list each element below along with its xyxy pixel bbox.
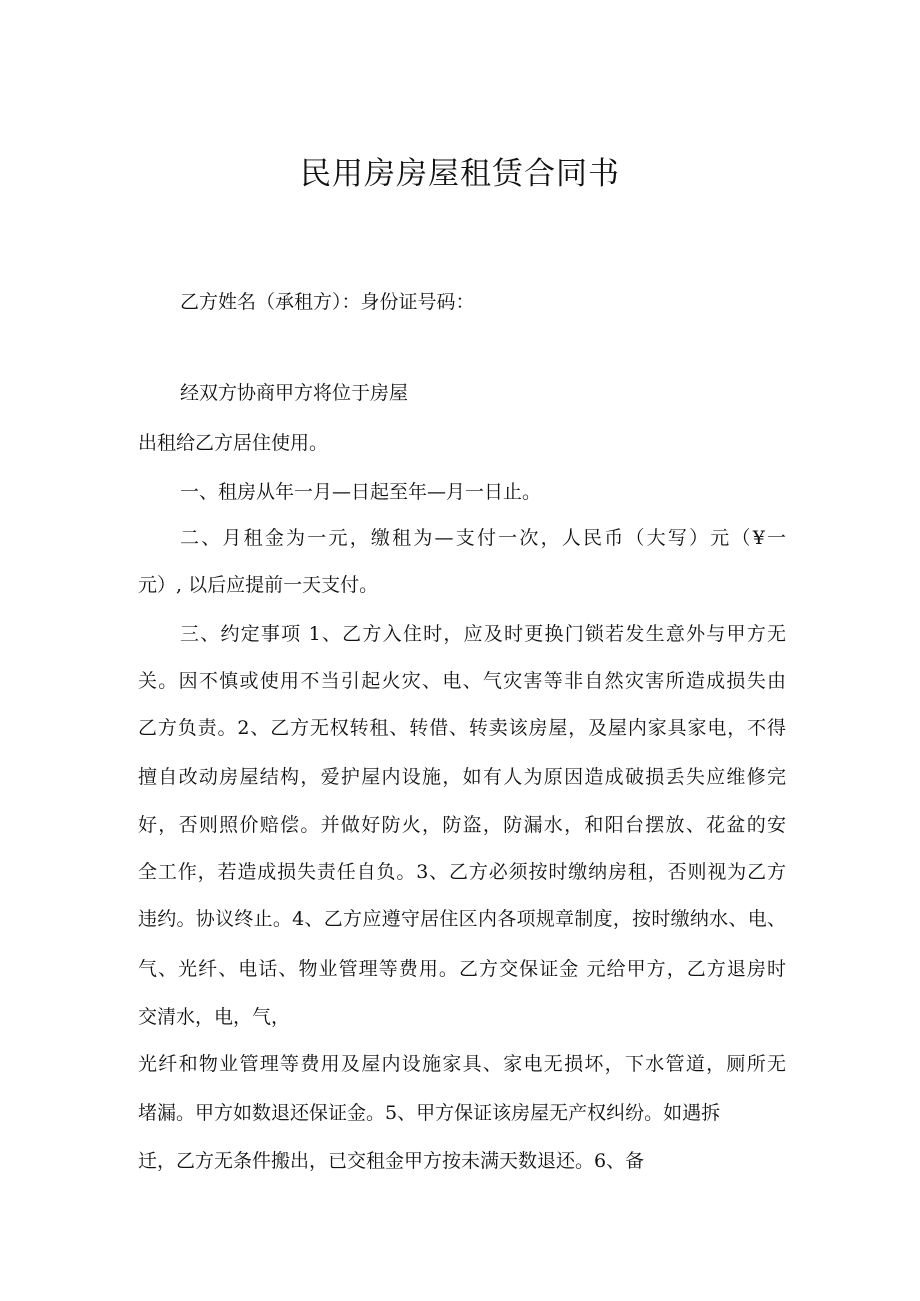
clause-2-line: 二、月租金为一元，缴租为—支付一次，人民币（大写）元（¥一	[180, 527, 786, 549]
clause-3-line: 违约。协议终止。4、乙方应遵守居住区内各项规章制度，按时缴纳水、电、	[138, 908, 786, 930]
document-title: 民用房房屋租赁合同书	[300, 156, 620, 192]
clause-3-line: 乙方负责。2、乙方无权转租、转借、转卖该房屋，及屋内家具家电，不得	[138, 717, 786, 739]
clause-3-line: 堵漏。甲方如数退还保证金。5、甲方保证该房屋无产权纠纷。如遇拆	[138, 1102, 721, 1124]
clause-3-line: 交清水，电，气，	[138, 1006, 291, 1028]
clause-1-line: 一、租房从年一月—日起至年—月一日止。	[180, 481, 542, 503]
clause-3-line: 光纤和物业管理等费用及屋内设施家具、家电无损坏，下水管道，厕所无	[138, 1053, 786, 1075]
clause-2-line: 元）, 以后应提前一天支付。	[138, 574, 379, 596]
clause-3-line: 好，否则照价赔偿。并做好防火，防盗，防漏水，和阳台摆放、花盆的安	[138, 814, 786, 836]
tenant-info-line: 乙方姓名（承租方）：身份证号码：	[180, 291, 475, 313]
clause-3-line: 迁，乙方无条件搬出，已交租金甲方按未满天数退还。6、备	[138, 1150, 645, 1172]
body-line: 经双方协商甲方将位于房屋	[180, 382, 409, 404]
clause-3-line: 全工作，若造成损失责任自负。3、乙方必须按时缴纳房租，否则视为乙方	[138, 861, 786, 883]
clause-3-line: 气、光纤、电话、物业管理等费用。乙方交保证金 元给甲方，乙方退房时	[138, 958, 786, 980]
clause-3-line: 擅自改动房屋结构，爱护屋内设施，如有人为原因造成破损丢失应维修完	[138, 766, 786, 788]
body-line: 出租给乙方居住使用。	[138, 432, 329, 454]
clause-3-line: 关。因不慎或使用不当引起火灾、电、气灾害等非自然灾害所造成损失由	[138, 670, 786, 692]
clause-3-line: 三、约定事项 1、乙方入住时，应及时更换门锁若发生意外与甲方无	[180, 623, 786, 645]
